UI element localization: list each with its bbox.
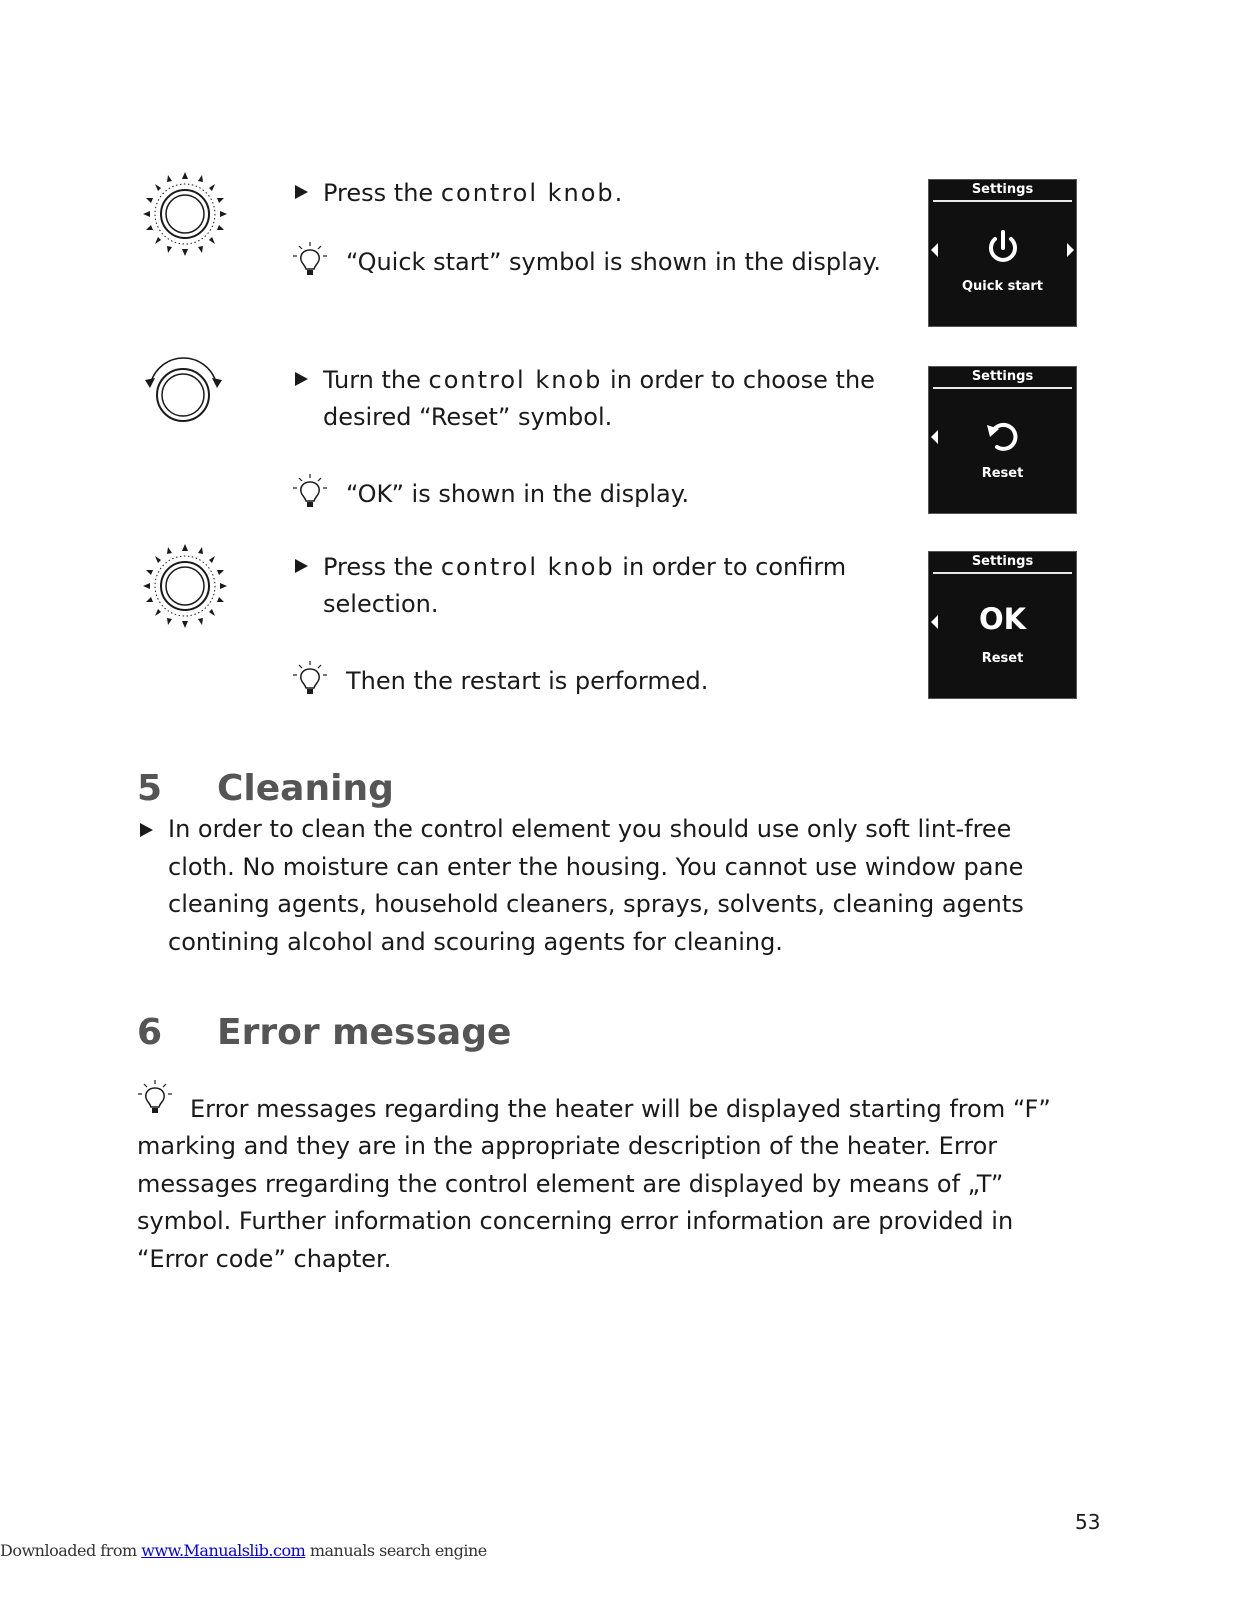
reset-icon <box>984 417 1022 457</box>
download-footer: Downloaded from www.Manualslib.com manuals search engine <box>0 1541 487 1560</box>
error-paragraph-first-line: Error messages regarding the heater will be displayed starting from “F” <box>190 1095 1051 1123</box>
section-cleaning-heading: 5 Cleaning <box>137 768 394 809</box>
bullet-triangle-icon <box>295 372 308 386</box>
cleaning-paragraph: In order to clean the control element you should use only soft lint-free cloth. No moisture can enter the housing. You cannot use window pane cleaning agents, household cleaners, sprays, solvents, cleaning agents contining alcohol and scouring agents for cleaning. <box>140 811 1080 961</box>
step-2-instruction: Turn the control knob in order to choose the desired “Reset” symbol. <box>295 362 895 436</box>
control-knob-term: control knob <box>440 553 615 581</box>
screen-label: Quick start <box>962 279 1043 294</box>
lightbulb-icon <box>290 472 330 512</box>
manualslib-link[interactable]: www.Manualslib.com <box>141 1541 306 1560</box>
display-screen-quick-start <box>928 179 1077 327</box>
left-arrow-icon <box>931 243 938 257</box>
step-1-instruction: Press the control knob. <box>295 175 895 212</box>
left-arrow-icon <box>931 430 938 444</box>
error-paragraph-rest: marking and they are in the appropriate description of the heater. Error messages rregarding the control element are displayed by means of „T” symbol. Further information concerning error information are provided in “Error code” chapter. <box>137 1132 1014 1273</box>
display-screen-ok <box>928 551 1077 699</box>
step-3-instruction: Press the control knob in order to confirm selection. <box>295 549 895 623</box>
lightbulb-icon <box>135 1078 175 1118</box>
turn-knob-icon <box>140 352 230 442</box>
right-arrow-icon <box>1067 243 1074 257</box>
control-knob-term: control knob <box>440 179 615 207</box>
lightbulb-icon <box>290 240 330 280</box>
screen-header: Settings <box>971 182 1034 197</box>
page-number: 53 <box>1075 1510 1101 1534</box>
bullet-triangle-icon <box>295 559 308 573</box>
display-screen-reset <box>928 366 1077 514</box>
screen-header: Settings <box>971 554 1034 569</box>
lightbulb-icon <box>290 659 330 699</box>
press-knob-icon <box>140 542 230 632</box>
bullet-triangle-icon <box>140 823 153 837</box>
screen-label: Reset <box>981 466 1024 481</box>
section-error-heading: 6 Error message <box>137 1012 512 1053</box>
bullet-triangle-icon <box>295 185 308 199</box>
screen-header: Settings <box>971 369 1034 384</box>
screen-ok-text: OK <box>978 602 1027 636</box>
press-knob-icon <box>140 170 230 260</box>
power-icon <box>984 228 1022 268</box>
control-knob-term: control knob <box>428 366 603 394</box>
screen-label: Reset <box>981 651 1024 666</box>
